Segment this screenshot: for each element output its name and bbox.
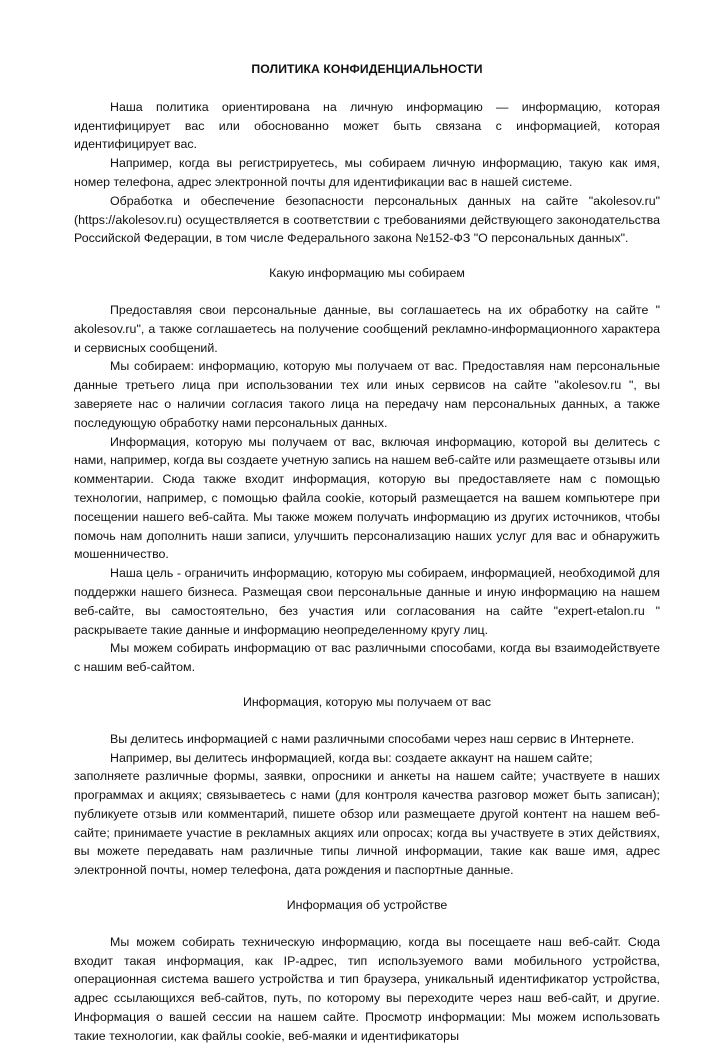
section-heading-info-from-you: Информация, которую мы получаем от вас: [242, 694, 492, 709]
section-paragraph-continuation: заполняете различные формы, заявки, опросники и анкеты на нашем сайте; участвуете в наших программах и акциях; связываетесь с нами (для контроля качества разговор может быть записан); публикуете отзыв или комментарий, пишете обзор или размещаете другой контент на нашем веб-сайте; принимаете участие в рекламных акциях или опросах; когда вы участвуете в этих действиях, вы можете передавать нам различные типы личной информации, такие как ваше имя, адрес электронной почты, номер телефона, дата рождения и паспортные данные.: [74, 769, 660, 878]
section-device-info: [74, 933, 660, 1046]
section-heading-device-info: Информация об устройстве: [286, 898, 448, 913]
section-what-we-collect: [74, 301, 660, 677]
section-info-from-you: [74, 730, 660, 880]
intro-paragraph: Например, когда вы регистрируетесь, мы собираем личную информацию, такую как имя, номер телефона, адрес электронной почты для идентификации вас в нашей системе.: [74, 156, 660, 189]
section-paragraph: Мы можем собирать информацию от вас различными способами, когда вы взаимодействуете с нашим веб-сайтом.: [74, 641, 660, 675]
section-paragraph: Мы можем собирать техническую информацию, когда вы посещаете наш веб-сайт. Сюда входит такая информация, как IP-адрес, тип используемого вами мобильного устройства, операционная система вашего устройства и тип браузера, уникальный идентификатор устройства, адрес ссылающихся веб-сайтов, путь, по которому вы переходите через наш веб-сайт, и другие. Информация о вашей сессии на нашем сайте. Просмотр информации: Мы можем использовать такие технологии, как файлы cookie, веб-маяки и идентификаторы: [74, 934, 660, 1043]
section-paragraph: Информация, которую мы получаем от вас, включая информацию, которой вы делитесь с нами, например, когда вы создаете учетную запись на нашем веб-сайте или размещаете отзывы или комментарии. Сюда также входит информация, которую вы предоставляете нам с помощью технологии, например, с помощью файла cookie, который размещается на вашем компьютере при посещении нашего веб-сайта. Мы также можем получать информацию из других источников, чтобы помочь нам дополнить наши записи, улучшить персонализацию наших услуг для вас и обнаружить мошенничество.: [74, 434, 660, 562]
intro-paragraph: Обработка и обеспечение безопасности персональных данных на сайте "akolesov.ru" (https://akolesov.ru) осуществляется в соответствии с требованиями действующего законодательства Российской Федерации, в том числе Федерального закона №152-ФЗ "О персональных данных".: [74, 193, 660, 246]
section-paragraph: Например, вы делитесь информацией, когда вы: создаете аккаунт на нашем сайте;: [110, 750, 593, 765]
section-paragraph: Предоставляя свои персональные данные, вы соглашаетесь на их обработку на сайте " akolesov.ru", а также соглашаетесь на получение сообщений рекламно-информационного характера и сервисных сообщений.: [74, 302, 660, 355]
section-paragraph: Наша цель - ограничить информацию, которую мы собираем, информацией, необходимой для поддержки нашего бизнеса. Размещая свои персональные данные и иную информацию на нашем веб-сайте, вы самостоятельно, без участия или согласования на сайте "expert-etalon.ru " раскрываете такие данные и информацию неопределенному кругу лиц.: [74, 566, 660, 637]
intro-paragraph: Наша политика ориентирована на личную информацию — информацию, которая идентифицирует вас или обоснованно может быть связана с информацией, которая идентифицирует вас.: [74, 99, 660, 152]
section-paragraph: Вы делитесь информацией с нами различными способами через наш сервис в Интернете.: [110, 731, 635, 746]
document-page: [74, 60, 660, 1046]
section-paragraph: Мы собираем: информацию, которую мы получаем от вас. Предоставляя нам персональные данные третьего лица при использовании тех или иных сервисов на сайте "akolesov.ru ", вы заверяете нас о наличии согласия такого лица на передачу нам персональных данных, а также последующую обработку нами персональных данных.: [74, 359, 660, 430]
document-title: ПОЛИТИКА КОНФИДЕНЦИАЛЬНОСТИ: [251, 62, 483, 76]
section-heading-what-we-collect: Какую информацию мы собираем: [269, 266, 465, 281]
intro-section: [74, 98, 660, 248]
